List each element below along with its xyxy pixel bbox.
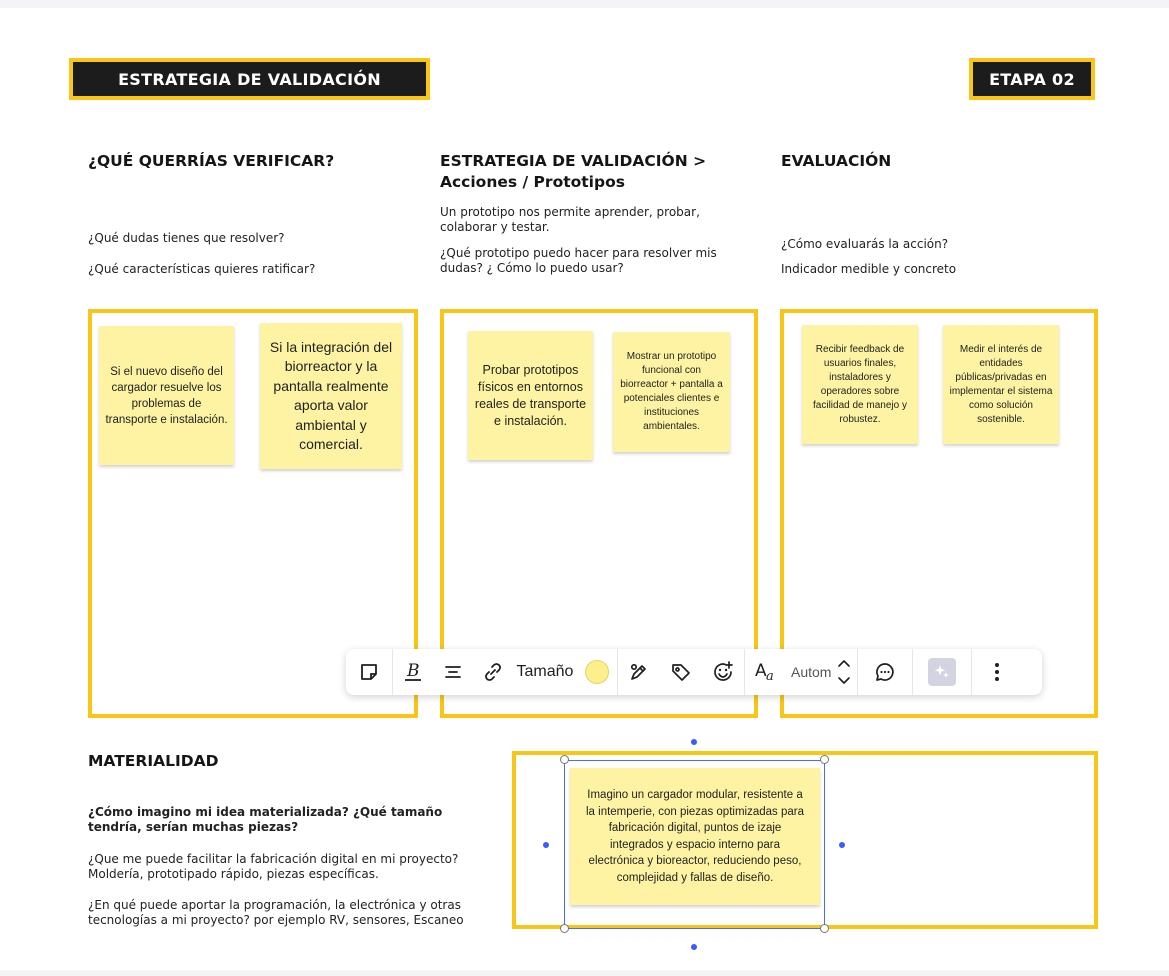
materialidad-question-1: ¿Cómo imagino mi idea materializada? ¿Qué tamaño tendría, serían muchas piezas?: [88, 805, 443, 834]
column-1-heading-line1: ¿QUÉ QUERRÍAS VERIFICAR?: [88, 152, 335, 170]
column-2-desc-1: Un prototipo nos permite aprender, probar, colaborar y testar.: [440, 205, 700, 234]
column-2-desc-2: ¿Qué prototipo puedo hacer para resolver mis dudas? ¿ Cómo lo puedo usar?: [440, 246, 717, 275]
pen-button[interactable]: [618, 649, 660, 695]
stage-label: ETAPA 02: [989, 69, 1075, 89]
align-button[interactable]: [433, 649, 473, 695]
bold-button[interactable]: [393, 649, 433, 695]
sticky-note-text: Probar prototipos físicos en entornos reales de transporte e instalación.: [474, 362, 587, 428]
column-3-desc-1: ¿Cómo evaluarás la acción?: [781, 237, 949, 251]
stepper-icon: [837, 657, 851, 687]
color-swatch-icon: [585, 660, 609, 684]
font-button[interactable]: [745, 649, 787, 695]
board-title: ESTRATEGIA DE VALIDACIÓN: [118, 69, 381, 89]
link-button[interactable]: [473, 649, 513, 695]
column-1-desc-2: ¿Qué características quieres ratificar?: [88, 262, 316, 276]
size-label: Tamaño: [516, 663, 574, 680]
sticky-note-text: Si la integración del biorreactor y la pantalla realmente aporta valor ambiental y comercial.: [269, 338, 393, 452]
tag-button[interactable]: [660, 649, 702, 695]
ai-assist-button[interactable]: [913, 649, 971, 695]
sticky-note-text: Mostrar un prototipo funcional con biorreactor + pantalla a potenciales clientes e instituciones ambientales.: [620, 351, 723, 432]
materialidad-heading: MATERIALIDAD: [88, 752, 219, 770]
column-3-heading: [781, 151, 1081, 172]
sticky-note[interactable]: [99, 326, 234, 465]
resize-handle-top-right[interactable]: [820, 755, 829, 764]
font-size-value: Autom: [791, 664, 831, 680]
connector-dot-right[interactable]: [839, 842, 845, 848]
resize-handle-bottom-left[interactable]: [560, 924, 569, 933]
connector-dot-bottom[interactable]: [691, 944, 697, 950]
svg-text:a: a: [766, 669, 774, 683]
comment-button[interactable]: [858, 649, 912, 695]
materialidad-question-3: ¿En qué puede aportar la programación, la electrónica y otras tecnologías a mi proyecto? por ejemplo RV, sensores, Escaneo: [88, 898, 464, 927]
font-icon: [754, 661, 778, 683]
font-size-stepper[interactable]: [831, 649, 857, 695]
emoji-button[interactable]: [702, 649, 744, 695]
column-2-heading-line1: ESTRATEGIA DE VALIDACIÓN >: [440, 152, 707, 170]
sticky-note-text: Imagino un cargador modular, resistente a la intemperie, con piezas optimizadas para fabricación digital, puntos de izaje integrados y espacio interno para electrónica y bioreactor, reduciendo peso, complejidad y fallas de diseño.: [586, 789, 804, 884]
comment-icon: [874, 661, 896, 683]
resize-handle-bottom-right[interactable]: [820, 924, 829, 933]
resize-handle-top-left[interactable]: [560, 755, 569, 764]
ai-sparkle-icon: [928, 658, 956, 686]
more-icon: [994, 662, 1000, 682]
materialidad-question-2: ¿Que me puede facilitar la fabricación digital en mi proyecto? Moldería, prototipado rápido, piezas específicas.: [88, 852, 459, 881]
board-title-tag: [69, 58, 430, 100]
column-3-heading-line1: EVALUACIÓN: [781, 152, 892, 170]
size-button[interactable]: [513, 649, 577, 695]
column-1-desc-1: ¿Qué dudas tienes que resolver?: [88, 231, 285, 245]
align-center-icon: [443, 662, 463, 682]
emoji-add-icon: [711, 660, 735, 684]
sticky-note[interactable]: [802, 325, 918, 444]
svg-text:A: A: [755, 661, 767, 681]
selection-frame: [564, 760, 825, 929]
connector-dot-top[interactable]: [691, 739, 697, 745]
context-toolbar: [346, 649, 1042, 695]
stage-tag: [969, 58, 1095, 100]
link-icon: [482, 661, 504, 683]
column-2-heading: [440, 151, 760, 193]
sticky-note[interactable]: [260, 323, 402, 469]
sticky-note[interactable]: [613, 332, 730, 452]
bold-icon: [403, 661, 423, 683]
color-button[interactable]: [577, 649, 617, 695]
connector-dot-left[interactable]: [543, 842, 549, 848]
sticky-note-text: Recibir feedback de usuarios finales, instaladores y operadores sobre facilidad de manejo y robustez.: [813, 343, 907, 425]
sticky-note[interactable]: [943, 325, 1059, 444]
sticky-note-text: Medir el interés de entidades públicas/privadas en implementar el sistema como solución sostenible.: [949, 343, 1053, 425]
more-button[interactable]: [972, 649, 1022, 695]
pen-icon: [628, 661, 650, 683]
svg-text:B: B: [407, 661, 420, 681]
sticky-shape-button[interactable]: [346, 649, 392, 695]
tag-icon: [670, 661, 692, 683]
sticky-shape-icon: [358, 661, 380, 683]
sticky-note[interactable]: [468, 331, 593, 460]
sticky-note-text: Si el nuevo diseño del cargador resuelve los problemas de transporte e instalación.: [105, 365, 228, 426]
column-2-heading-line2: Acciones / Prototipos: [440, 173, 625, 191]
font-size-field[interactable]: [787, 649, 831, 695]
column-1-heading: [88, 151, 418, 172]
column-3-desc-2: Indicador medible y concreto: [781, 262, 957, 276]
